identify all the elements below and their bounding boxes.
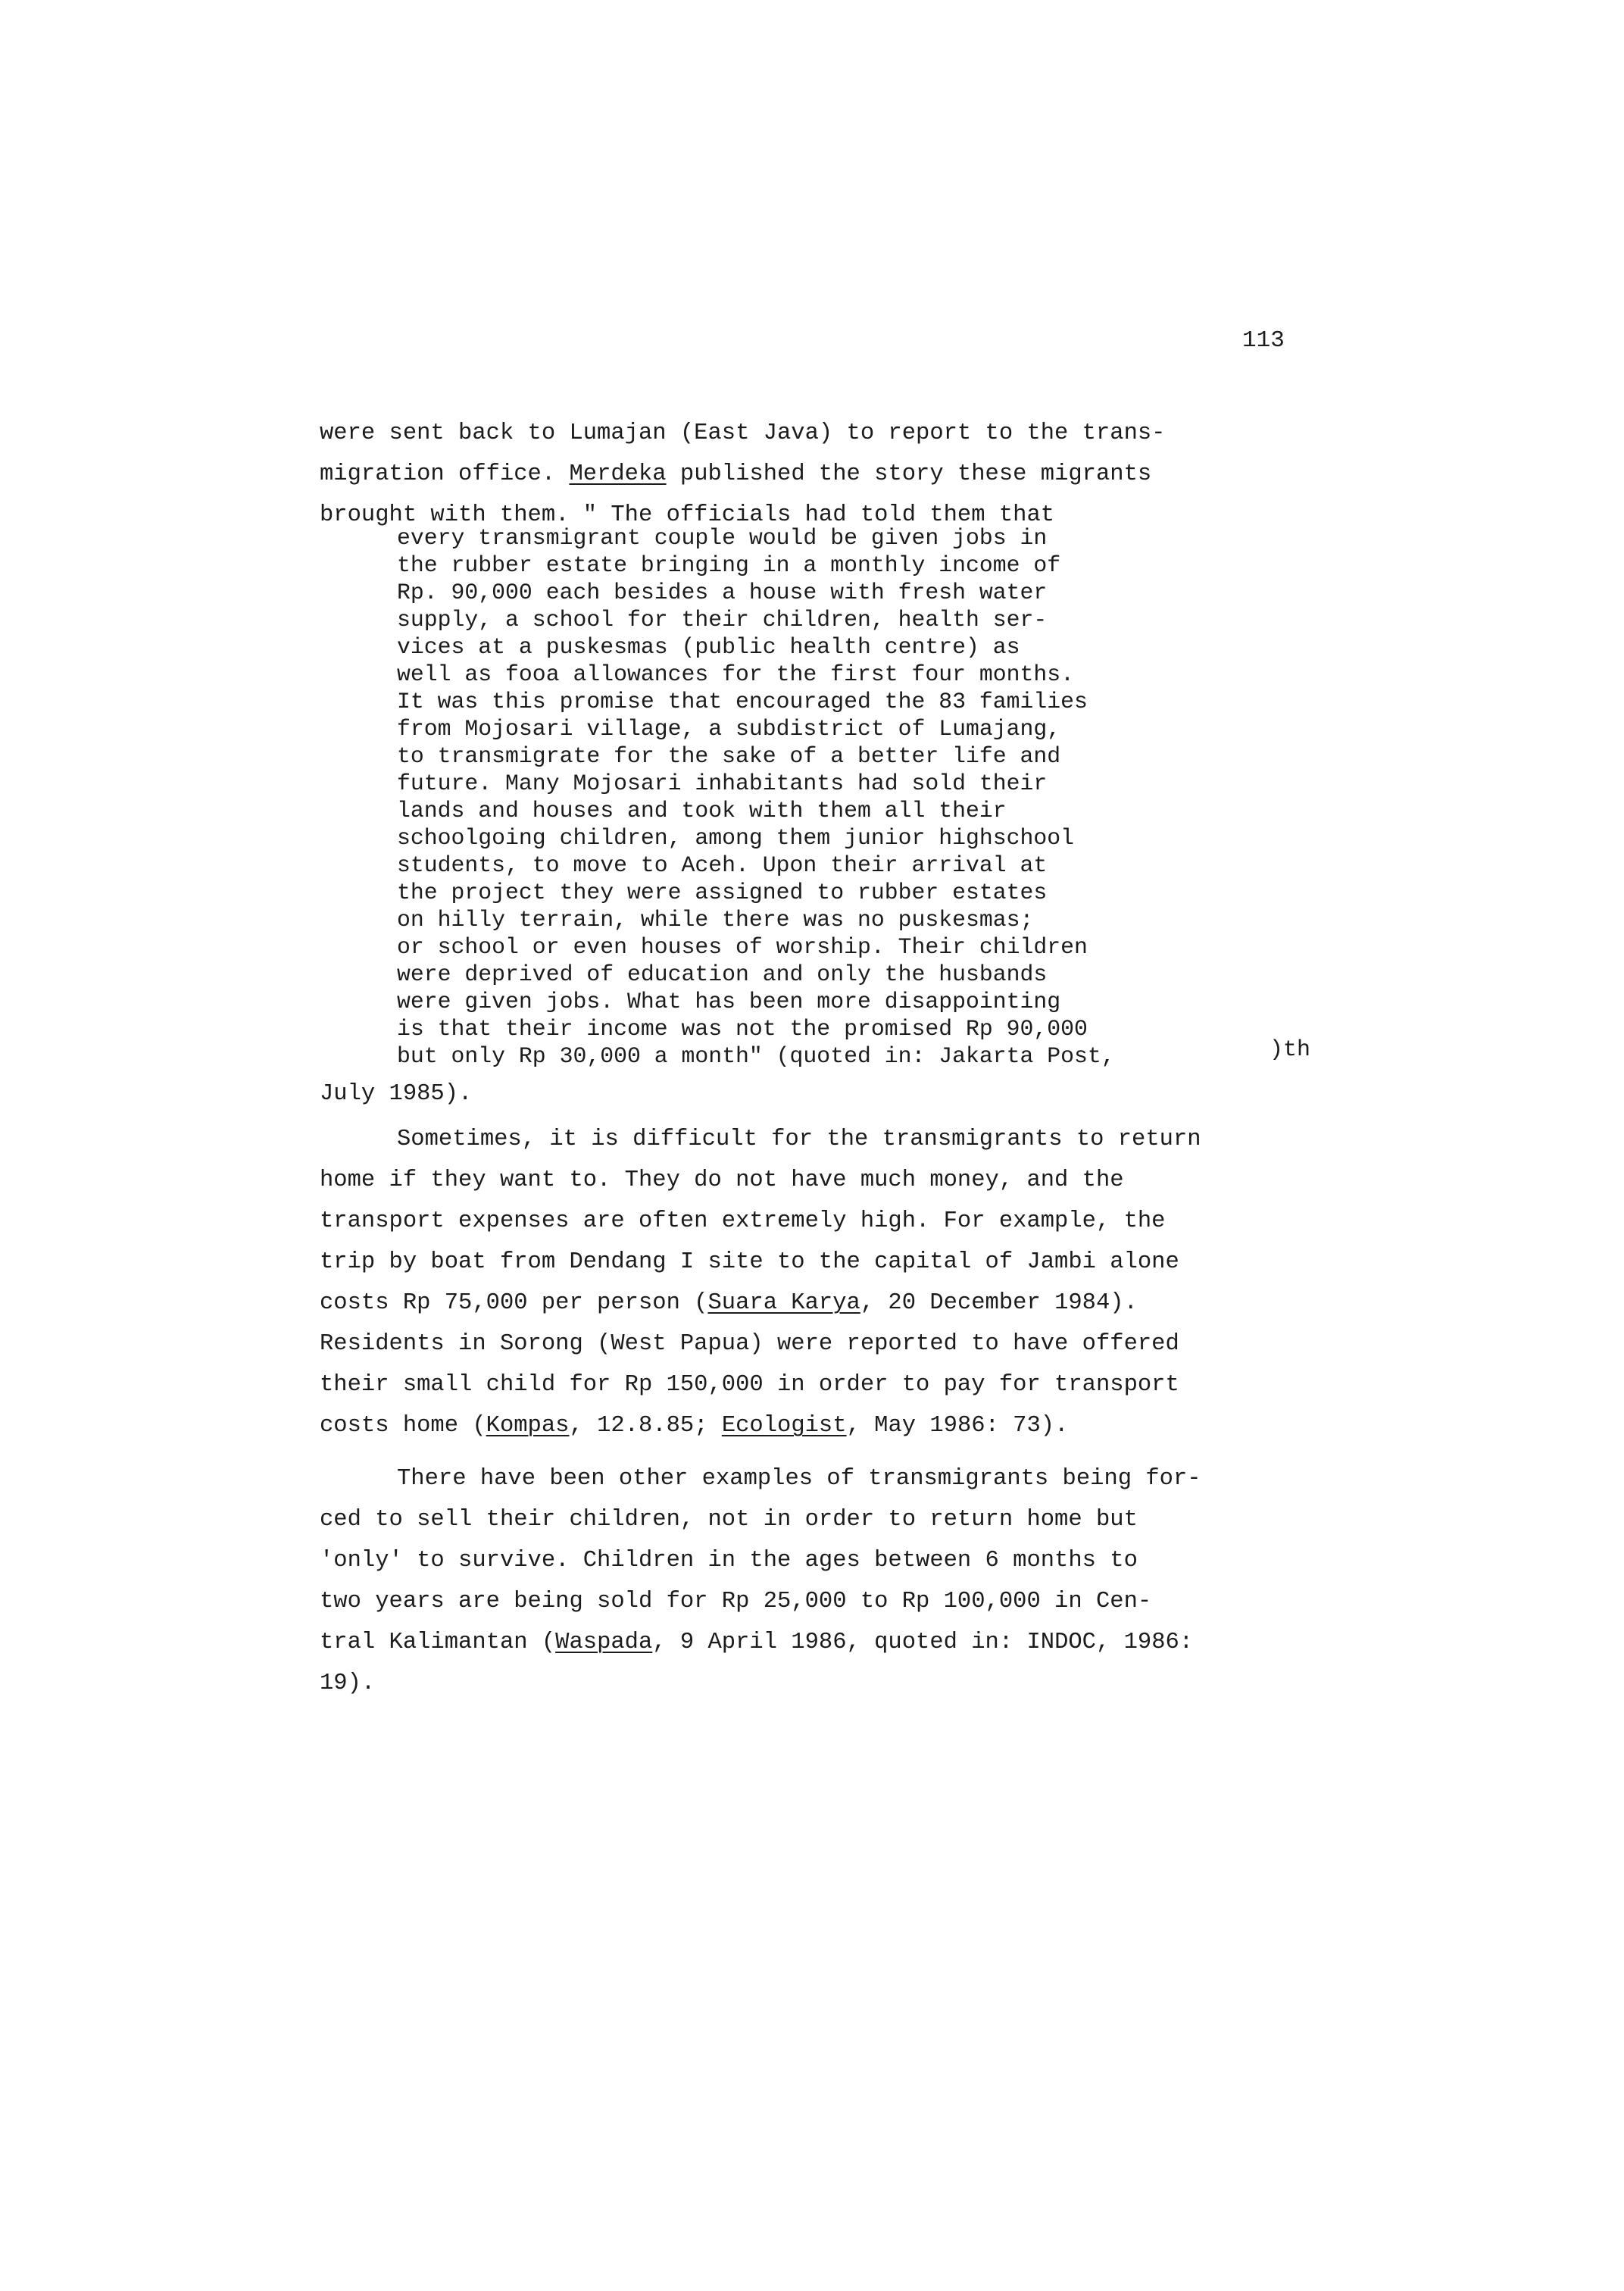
- body-line: transport expenses are often extremely high. For example, the: [320, 1208, 1166, 1234]
- publication-name: Ecologist: [721, 1413, 847, 1439]
- text-run: migration office.: [320, 461, 570, 487]
- quote-line: from Mojosari village, a subdistrict of Lumajang,: [397, 716, 1061, 742]
- text-run: published the story these migrants: [666, 461, 1152, 487]
- publication-name: Kompas: [486, 1413, 570, 1439]
- quote-line: the project they were assigned to rubber estates: [397, 880, 1048, 905]
- quote-line: It was this promise that encouraged the 83 families: [397, 689, 1088, 714]
- quote-line: but only Rp 30,000 a month" (quoted in: Jakarta Post,: [397, 1043, 1115, 1069]
- quote-date-fragment: )th: [1270, 1037, 1311, 1063]
- body-line: 19).: [320, 1671, 376, 1696]
- body-line: two years are being sold for Rp 25,000 to Rp 100,000 in Cen-: [320, 1589, 1152, 1614]
- quote-line: on hilly terrain, while there was no puskesmas;: [397, 907, 1034, 933]
- quote-line: were deprived of education and only the husbands: [397, 961, 1048, 987]
- text-run: , 20 December 1984).: [860, 1290, 1138, 1316]
- quote-line: were given jobs. What has been more disappointing: [397, 989, 1061, 1014]
- publication-name: Merdeka: [569, 461, 667, 487]
- text-run: tral Kalimantan (: [320, 1630, 556, 1655]
- body-line: brought with them. " The officials had told them that: [320, 502, 1055, 528]
- quote-line: supply, a school for their children, health ser-: [397, 607, 1048, 633]
- quote-line: students, to move to Aceh. Upon their arrival at: [397, 852, 1048, 878]
- text-run: , 12.8.85;: [569, 1413, 722, 1439]
- quote-line: future. Many Mojosari inhabitants had sold their: [397, 770, 1048, 796]
- publication-name: Waspada: [555, 1630, 653, 1655]
- body-line: [320, 459, 1151, 489]
- quote-line: well as fooa allowances for the first four months.: [397, 661, 1075, 687]
- text-run: costs Rp 75,000 per person (: [320, 1290, 708, 1316]
- quote-line: or school or even houses of worship. Their children: [397, 934, 1088, 960]
- body-line: were sent back to Lumajan (East Java) to report to the trans-: [320, 420, 1166, 446]
- body-line: their small child for Rp 150,000 in order to pay for transport: [320, 1372, 1179, 1398]
- body-line: [320, 1288, 1138, 1318]
- quote-line: every transmigrant couple would be given jobs in: [397, 525, 1048, 551]
- body-line: trip by boat from Dendang I site to the capital of Jambi alone: [320, 1249, 1179, 1275]
- quote-line: is that their income was not the promised Rp 90,000: [397, 1016, 1088, 1042]
- quote-line: Rp. 90,000 each besides a house with fresh water: [397, 580, 1048, 605]
- body-line: [320, 1627, 1193, 1658]
- text-run: costs home (: [320, 1413, 486, 1439]
- page-number: 113: [1242, 327, 1285, 354]
- body-line: home if they want to. They do not have much money, and the: [320, 1167, 1124, 1193]
- paragraph-first-line: Sometimes, it is difficult for the transmigrants to return: [397, 1127, 1201, 1152]
- quote-line: the rubber estate bringing in a monthly income of: [397, 552, 1061, 578]
- quote-line: lands and houses and took with them all their: [397, 798, 1007, 824]
- text-run: , 9 April 1986, quoted in: INDOC, 1986:: [652, 1630, 1194, 1655]
- body-line: 'only' to survive. Children in the ages between 6 months to: [320, 1548, 1138, 1574]
- paragraph-first-line: There have been other examples of transmigrants being for-: [397, 1466, 1201, 1492]
- body-line: Residents in Sorong (West Papua) were reported to have offered: [320, 1331, 1179, 1357]
- body-line: ced to sell their children, not in order to return home but: [320, 1507, 1138, 1533]
- body-line: [320, 1411, 1068, 1441]
- body-line: July 1985).: [320, 1081, 473, 1107]
- quote-line: to transmigrate for the sake of a better life and: [397, 743, 1061, 769]
- publication-name: Suara Karya: [707, 1290, 860, 1316]
- quote-line: schoolgoing children, among them junior highschool: [397, 825, 1075, 851]
- quote-line: vices at a puskesmas (public health centre) as: [397, 634, 1020, 660]
- text-run: , May 1986: 73).: [846, 1413, 1069, 1439]
